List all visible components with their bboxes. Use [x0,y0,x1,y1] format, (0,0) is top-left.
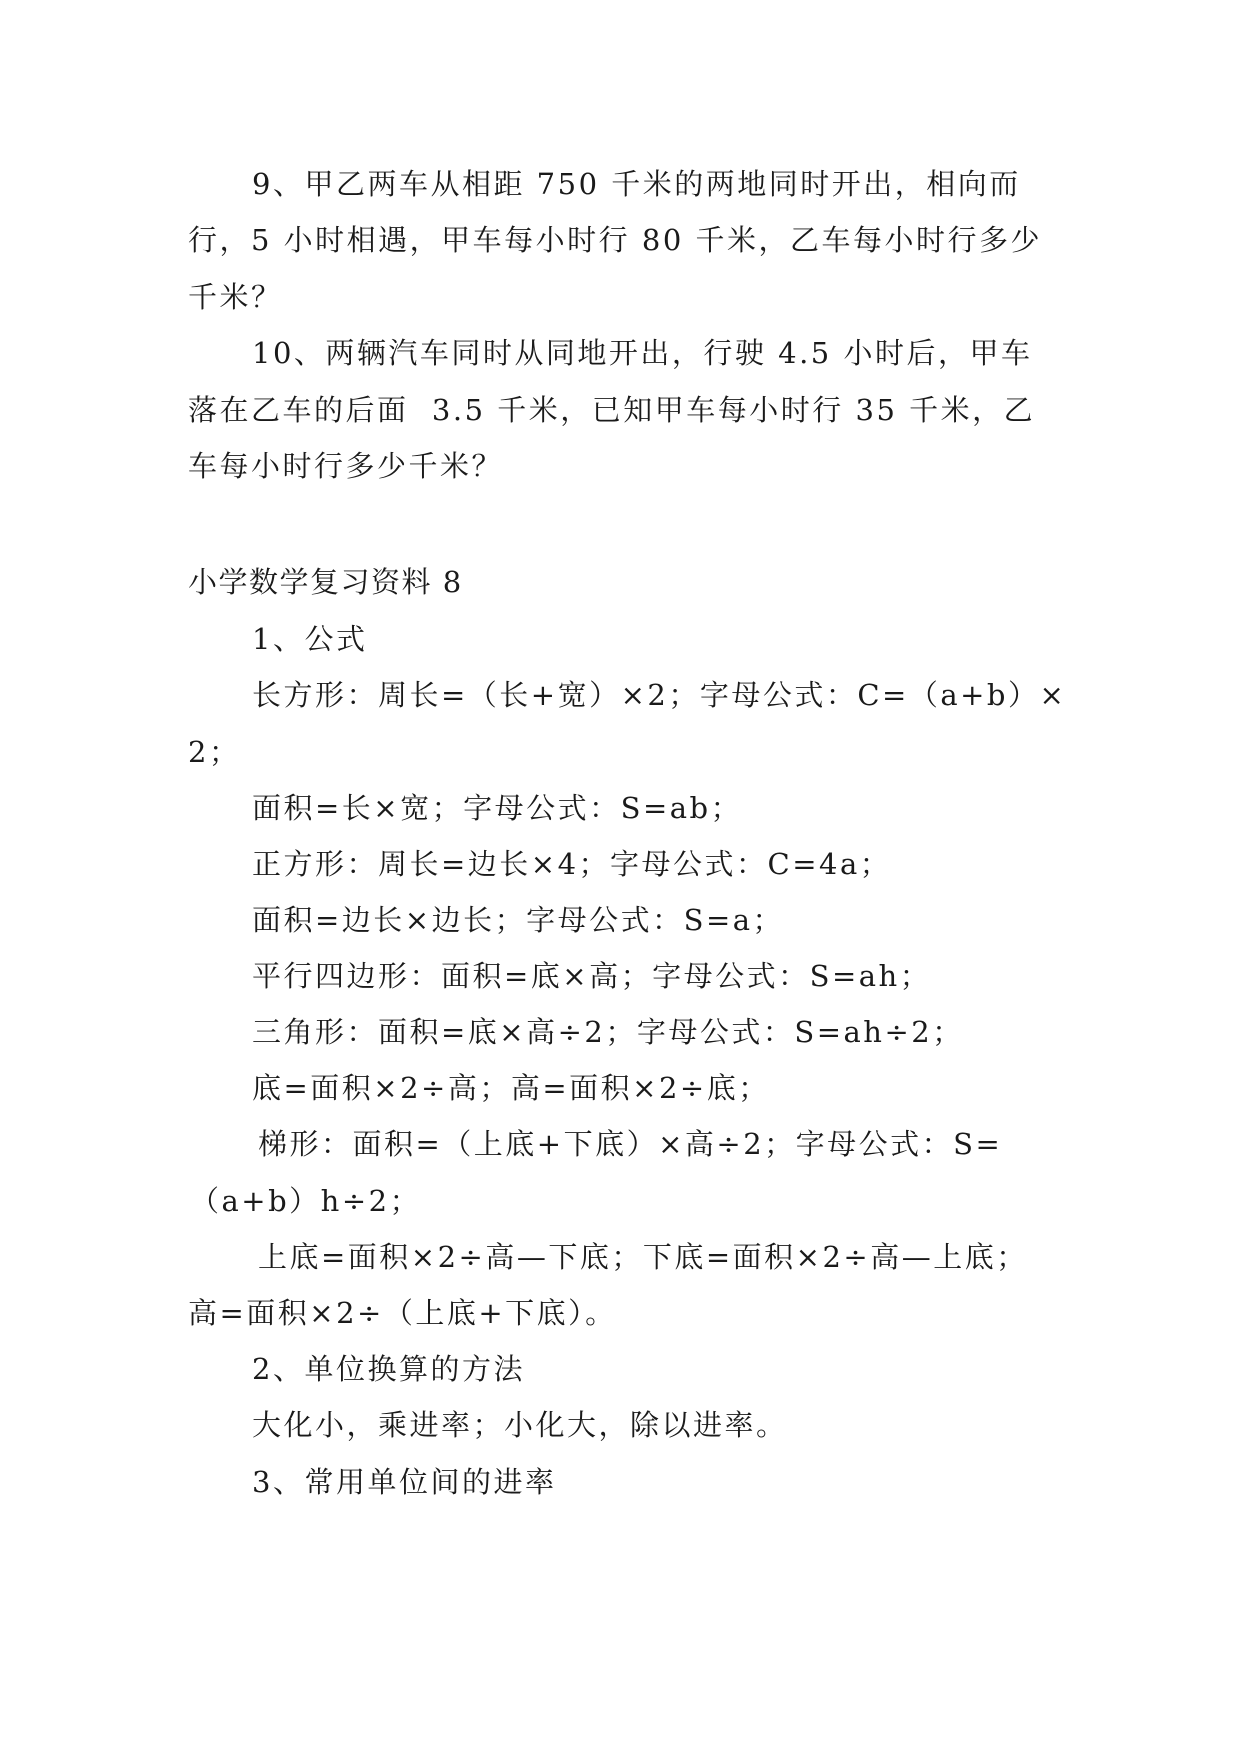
section-title: 小学数学复习资料 8 [188,565,463,599]
problem-10-line-3: 车每小时行多少千米？ [188,449,504,483]
problem-10-line-2: 落在乙车的后面 3.5 千米，已知甲车每小时行 35 千米，乙 [188,393,1036,427]
section-line-1: 1、公式 [252,622,368,656]
section-line-3: 2； [188,735,241,769]
problem-9-line-2: 行，5 小时相遇，甲车每小时行 80 千米，乙车每小时行多少 [188,223,1043,257]
problem-10-line-1: 10、两辆汽车同时从同地开出，行驶 4.5 小时后，甲车 [252,336,1033,370]
section-line-13: 高=面积×2÷（上底+下底）。 [188,1296,617,1330]
section-line-11: （a+b）h÷2； [190,1184,422,1218]
section-line-4: 面积=长×宽；字母公式：S=ab； [252,791,743,825]
section-line-14: 2、单位换算的方法 [252,1352,525,1386]
section-line-7: 平行四边形：面积=底×高；字母公式：S=ah； [252,959,932,993]
section-line-6: 面积=边长×边长；字母公式：S=a； [252,903,785,937]
section-line-15: 大化小，乘进率；小化大，除以进率。 [252,1408,788,1442]
problem-9-line-1: 9、甲乙两车从相距 750 千米的两地同时开出，相向而 [252,167,1021,201]
section-line-5: 正方形：周长=边长×4；字母公式：C=4a； [252,847,892,881]
problem-9-line-3: 千米？ [188,280,283,314]
section-line-16: 3、常用单位间的进率 [252,1465,557,1499]
section-line-10: 梯形：面积=（上底+下底）×高÷2；字母公式：S= [258,1127,1003,1161]
section-line-12: 上底=面积×2÷高—下底；下底=面积×2÷高—上底； [258,1240,1028,1274]
section-line-9: 底=面积×2÷高；高=面积×2÷底； [252,1071,770,1105]
section-line-2: 长方形：周长=（长+宽）×2；字母公式：C=（a+b）× [252,678,1067,712]
section-line-8: 三角形：面积=底×高÷2；字母公式：S=ah÷2； [252,1015,964,1049]
